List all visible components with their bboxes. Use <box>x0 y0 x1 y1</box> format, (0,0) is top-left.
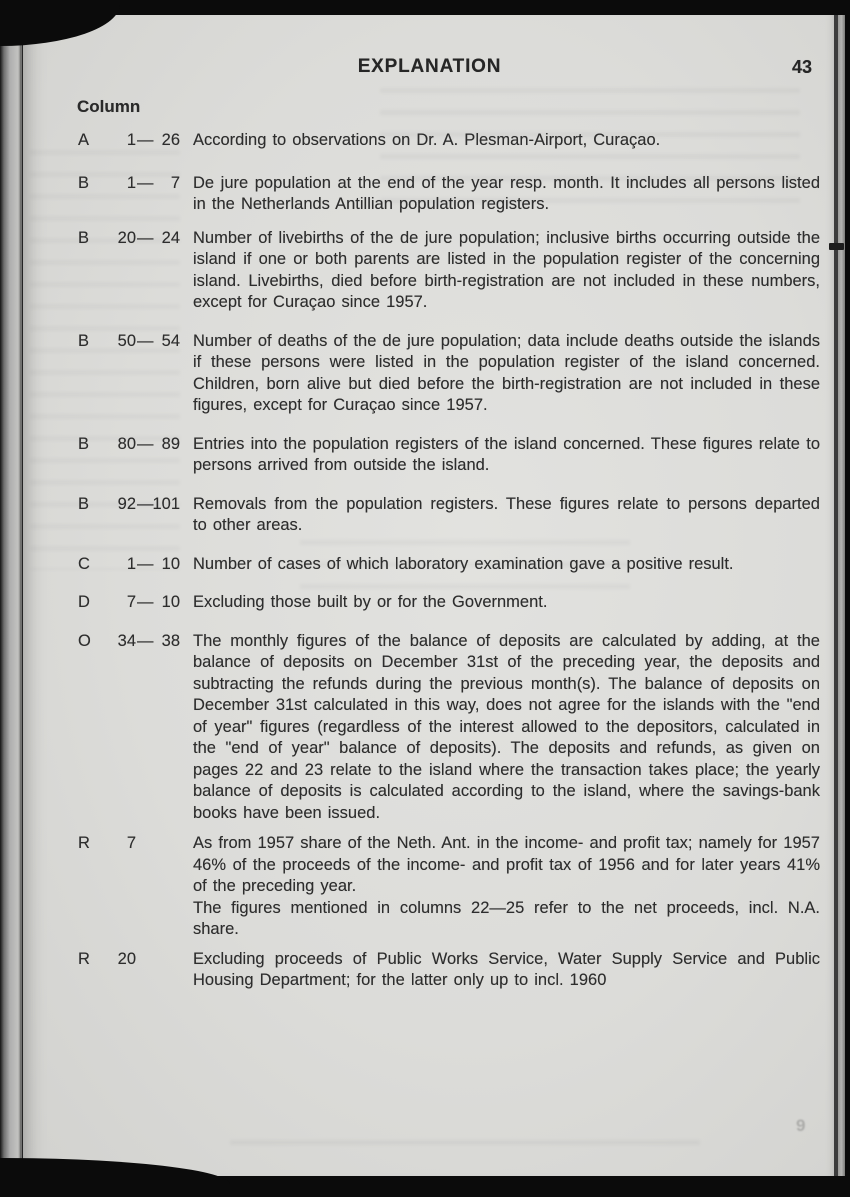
column-letter: C <box>78 554 90 573</box>
column-letter: B <box>78 173 90 192</box>
range-description-gap <box>180 833 193 941</box>
column-letter: A <box>78 131 90 149</box>
entries-list <box>78 130 820 992</box>
range-description-gap <box>180 228 193 314</box>
column-range-to <box>149 833 180 941</box>
column-range-dash: — <box>137 173 154 192</box>
column-letter: R <box>78 834 90 852</box>
column-range-to: 101 <box>152 494 180 513</box>
column-range-to: 10 <box>161 593 180 611</box>
column-letter: B <box>78 494 90 513</box>
column-range-from: 20 <box>117 228 136 247</box>
column-range-from: 20 <box>117 949 136 968</box>
column-header-label: Column <box>77 97 141 116</box>
range-description-gap <box>180 949 193 992</box>
range-description-gap <box>180 434 193 477</box>
description-paragraph: Number of cases of which laboratory examination gave a positive result. <box>193 554 734 573</box>
column-letter: B <box>78 331 90 350</box>
column-range-from: 50 <box>117 331 136 350</box>
column-range-from: 7 <box>126 593 136 611</box>
description-paragraph: Removals from the population registers. These figures relate to persons departed to other areas. <box>193 494 820 534</box>
entry-description <box>193 173 820 216</box>
column-range-dash: — <box>137 494 154 513</box>
description-paragraph: As from 1957 share of the Neth. Ant. in the income- and profit tax; namely for 1957 46% of the proceeds of the income- and profit tax of 1956 and for later years 41% of the preceding year. <box>193 834 820 895</box>
entry-description <box>193 434 820 477</box>
book-gutter-shadow <box>0 0 22 1197</box>
entry-description <box>193 130 820 152</box>
range-description-gap <box>180 592 193 614</box>
column-range-dash <box>136 833 149 941</box>
scan-right-border <box>845 0 850 1197</box>
scan-top-border <box>0 0 850 15</box>
column-range-dash <box>136 949 149 992</box>
description-paragraph: According to observations on Dr. A. Plesman-Airport, Curaçao. <box>193 131 661 149</box>
column-range-to: 24 <box>161 228 180 247</box>
explanation-entry <box>78 554 820 576</box>
range-description-gap <box>180 631 193 825</box>
column-letter: O <box>78 631 91 650</box>
explanation-entry <box>78 494 820 537</box>
range-description-gap <box>180 331 193 417</box>
column-range-from: 1 <box>126 554 136 573</box>
page-right-edge-strip <box>838 0 845 1197</box>
column-letter: B <box>78 434 90 453</box>
column-range-to: 10 <box>161 554 180 573</box>
column-range-to <box>149 949 180 992</box>
entry-description <box>193 494 820 537</box>
column-range-from: 7 <box>126 834 136 852</box>
explanation-entry <box>78 833 820 941</box>
range-description-gap <box>180 130 193 152</box>
column-letter: B <box>78 228 90 247</box>
explanation-entry <box>78 949 820 992</box>
page-header <box>23 56 836 78</box>
description-paragraph: Excluding proceeds of Public Works Service, Water Supply Service and Public Housing Department; for the latter only up to incl. 1960 <box>193 949 820 989</box>
description-paragraph: Number of deaths of the de jure population; data include deaths outside the islands if these persons were listed in the population register of the island concerned. Children, born alive but died before the birth-registration are not included in these figures, except for Curaçao since 1957. <box>193 331 820 414</box>
explanation-entry <box>78 592 820 614</box>
page-title: EXPLANATION <box>357 56 502 77</box>
column-range-dash: — <box>137 228 154 247</box>
explanation-entry <box>78 331 820 417</box>
column-range-from: 34 <box>117 631 136 650</box>
entry-description <box>193 592 820 614</box>
column-range-dash: — <box>137 631 154 650</box>
entry-description <box>193 331 820 417</box>
column-range-to: 26 <box>161 131 180 149</box>
column-range-dash: — <box>137 434 154 453</box>
range-description-gap <box>180 554 193 576</box>
explanation-entry <box>78 173 820 216</box>
entry-description <box>193 949 820 992</box>
description-paragraph: The figures mentioned in columns 22—25 refer to the net proceeds, incl. N.A. share. <box>193 898 820 938</box>
entry-description <box>193 631 820 825</box>
range-description-gap <box>180 494 193 537</box>
explanation-entry <box>78 631 820 825</box>
column-range-to: 89 <box>161 434 180 453</box>
column-range-to: 38 <box>161 631 180 650</box>
description-paragraph: Entries into the population registers of the island concerned. These figures relate to persons arrived from outside the island. <box>193 434 820 474</box>
explanation-entry <box>78 130 820 152</box>
column-range-dash: — <box>137 593 154 611</box>
column-range-from: 80 <box>117 434 136 453</box>
entry-description <box>193 554 820 576</box>
column-range-to: 54 <box>161 331 180 350</box>
explanation-entry <box>78 228 820 314</box>
entry-description <box>193 833 820 941</box>
column-range-dash: — <box>137 554 154 573</box>
bleedthrough-page-number: 9 <box>796 1116 806 1135</box>
column-range-from: 92 <box>117 494 136 513</box>
column-range-from: 1 <box>126 173 136 192</box>
page-number: 43 <box>792 57 813 77</box>
column-range-dash: — <box>137 331 154 350</box>
column-range-from: 1 <box>126 131 136 149</box>
column-letter: R <box>78 949 90 968</box>
range-description-gap <box>180 173 193 216</box>
explanation-entry <box>78 434 820 477</box>
column-range-dash: — <box>137 131 154 149</box>
description-paragraph: Number of livebirths of the de jure population; inclusive births occurring outside the island if one or both parents are listed in the population register of the concerning island. Livebirths, died before birth-registration are not included in these numbers, except for Curaçao since 1957. <box>193 228 820 311</box>
description-paragraph: The monthly figures of the balance of deposits are calculated by adding, at the balance of deposits on December 31st of the preceding year, the deposits and subtracting the refunds during the previous month(s). The balance of deposits on December 31st calculated in this way, does not agree for the islands with the "end of year" figures (regardless of the interest allowed to the depositors, calculated in the "end of year" balance of deposits). The deposits and refunds, as given on pages 22 and 23 relate to the island where the transaction takes place; the yearly balance of deposits is calculated according to the island, where the savings-bank books have been issued. <box>193 631 820 822</box>
margin-ink-mark <box>829 243 844 250</box>
column-letter: D <box>78 593 90 611</box>
description-paragraph: Excluding those built by or for the Government. <box>193 593 548 611</box>
column-range-to: 7 <box>170 173 180 192</box>
entry-description <box>193 228 820 314</box>
description-paragraph: De jure population at the end of the year resp. month. It includes all persons listed in the Netherlands Antillian population registers. <box>193 173 820 213</box>
